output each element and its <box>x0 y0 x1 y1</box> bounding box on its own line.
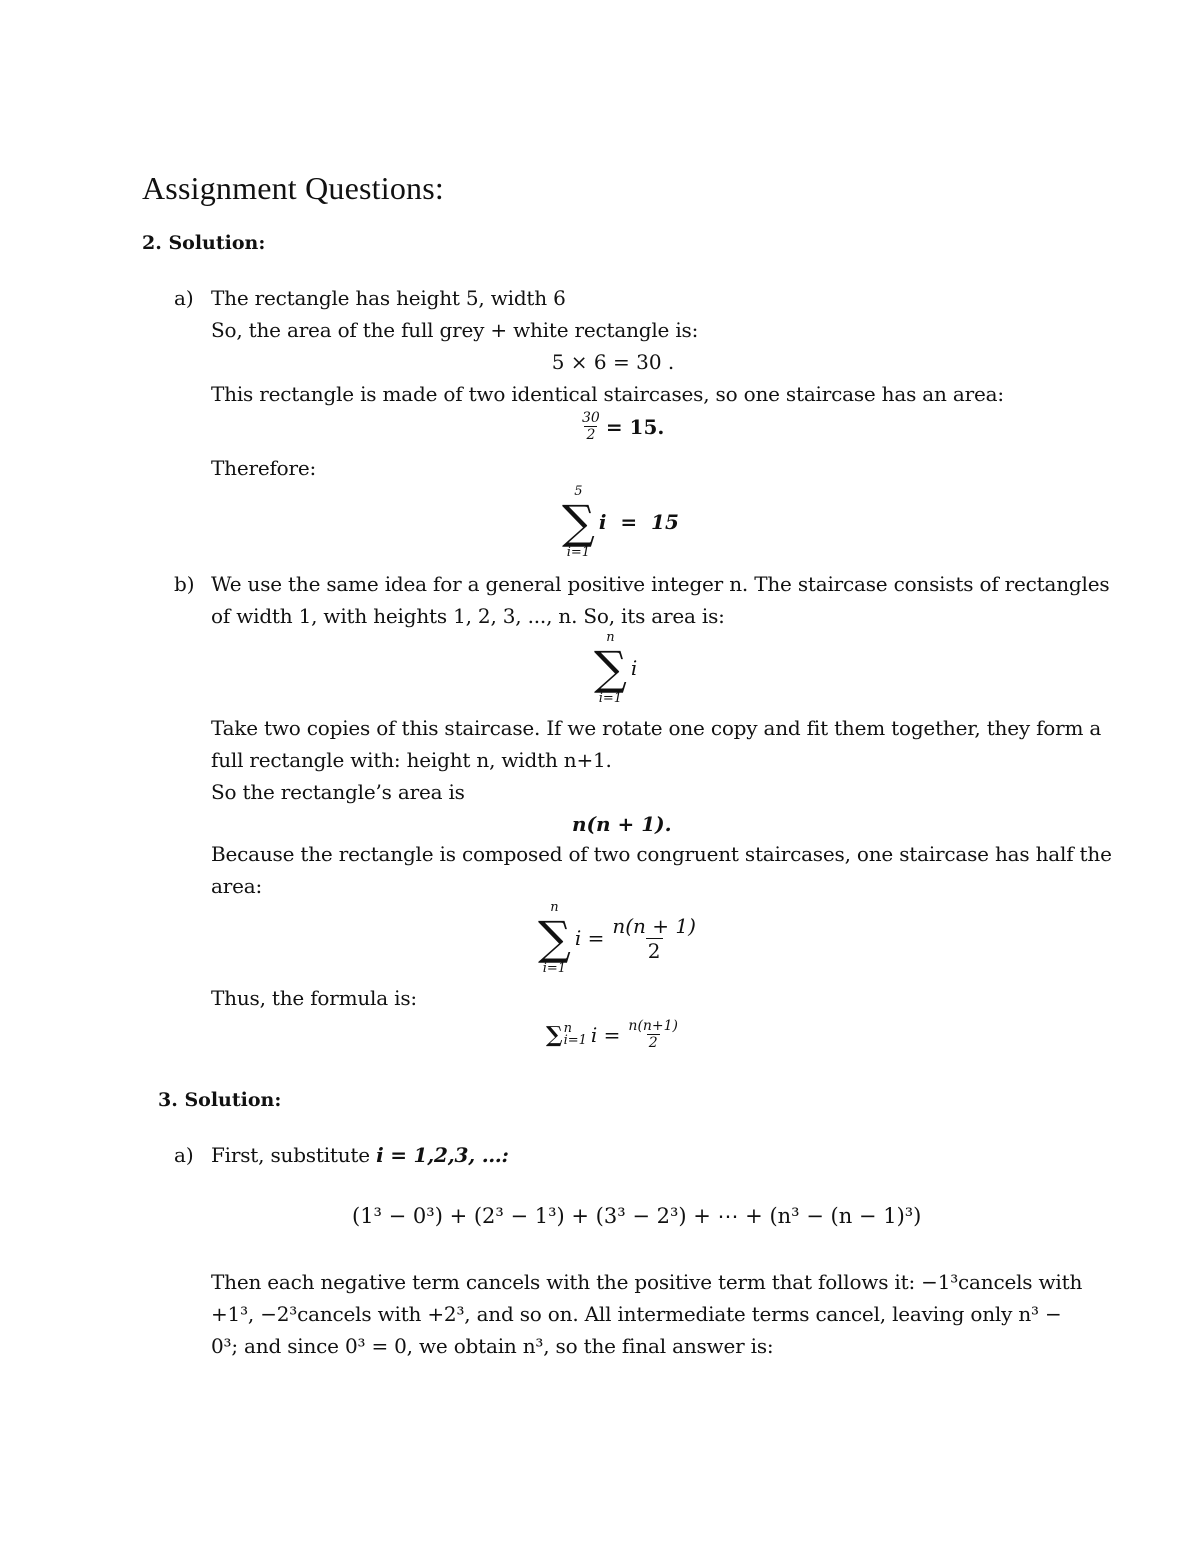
q3a-intro: First, substitute <box>211 1143 370 1167</box>
q2b-formula-upper: n <box>563 1020 572 1036</box>
q3a-intro-math: i = 1,2,3, …: <box>376 1143 509 1167</box>
q2a-sum <box>562 484 679 560</box>
q2b-sum2 <box>538 900 698 976</box>
q3a-telescope: (1³ − 0³) + (2³ − 1³) + (3³ − 2³) + ⋯ + (n³ − (n − 1)³) <box>352 1204 922 1228</box>
q2b-sum2-body: i = <box>574 926 605 950</box>
q2a-sum-upper: 5 <box>574 484 583 499</box>
q2a-eq2 <box>580 410 664 443</box>
q2b-sum1-body: i <box>630 656 638 680</box>
q2b-line3: Take two copies of this staircase. If we rotate one copy and fit them together, they form a <box>211 716 1102 740</box>
q2a-line4: Therefore: <box>211 456 317 480</box>
q2b-line1: We use the same idea for a general positive integer n. The staircase consists of rectangles <box>211 572 1110 596</box>
q2a-eq2-num: 30 <box>582 410 600 426</box>
q2b-sum1 <box>594 630 637 706</box>
q2a-line1: The rectangle has height 5, width 6 <box>211 286 566 310</box>
sigma-icon: ∑ <box>538 911 571 965</box>
q2b-formula-den: 2 <box>648 1035 658 1051</box>
q3-heading: 3. Solution: <box>158 1089 282 1111</box>
q2b-sigma2-block <box>538 900 571 976</box>
q2-heading: 2. Solution: <box>142 232 266 254</box>
q2a-eq2-rest: = 15. <box>605 414 665 439</box>
sigma-icon: ∑ <box>594 641 627 695</box>
q2a-eq2-fraction <box>580 410 602 443</box>
q2b-formula-body: i = <box>590 1022 621 1047</box>
q2a-eq1-text: 5 × 6 = 30 . <box>551 350 675 374</box>
q2b-eq-area: n(n + 1). <box>572 812 672 836</box>
q2b-sum1-lower: i=1 <box>598 691 623 706</box>
q2b-line5: So the rectangle’s area is <box>211 780 465 804</box>
q2b-sum2-fraction <box>610 914 698 963</box>
q2b-line6: Because the rectangle is composed of two congruent staircases, one staircase has half the <box>211 842 1112 866</box>
q2b-sum2-upper: n <box>550 900 559 915</box>
q2b-formula <box>546 1018 680 1051</box>
q2b-formula-limits <box>563 1020 587 1048</box>
page-title: Assignment Questions: <box>142 170 444 206</box>
q2a-line2: So, the area of the full grey + white rectangle is: <box>211 318 699 342</box>
sigma-icon: ∑ <box>562 495 595 549</box>
q2b-line7: area: <box>211 874 262 898</box>
q2b-sigma1-block <box>594 630 627 706</box>
q3a-p1: Then each negative term cancels with the positive term that follows it: −1³cancels with <box>211 1270 1083 1294</box>
q2b-sum2-num: n(n + 1) <box>612 913 696 938</box>
q2b-formula-lower: i=1 <box>563 1032 587 1048</box>
q2a-eq2-den: 2 <box>586 427 596 443</box>
q2b-sum2-den: 2 <box>647 938 661 963</box>
q3a-intro-line <box>211 1139 509 1171</box>
q2b-formula-fraction <box>626 1018 680 1051</box>
q2b-formula-num: n(n+1) <box>628 1018 679 1034</box>
q2a-line3: This rectangle is made of two identical staircases, so one staircase has an area: <box>211 382 1004 406</box>
q2b-line2: of width 1, with heights 1, 2, 3, ..., n. So, its area is: <box>211 604 725 628</box>
q2b-sum1-upper: n <box>606 630 615 645</box>
q2b-line4: full rectangle with: height n, width n+1. <box>211 748 612 772</box>
q2b-sum2-lower: i=1 <box>542 961 567 976</box>
q2a-sigma-block <box>562 484 595 560</box>
q2a-marker: a) <box>174 286 194 310</box>
q2b-formula-sigma: ∑ <box>546 1021 563 1048</box>
q3a-p2: +1³, −2³cancels with +2³, and so on. All intermediate terms cancel, leaving only n³ − <box>211 1302 1062 1326</box>
q3a-p3: 0³; and since 0³ = 0, we obtain n³, so the final answer is: <box>211 1334 774 1358</box>
q2b-marker: b) <box>174 572 195 596</box>
q2b-line8: Thus, the formula is: <box>211 986 417 1010</box>
q3a-marker: a) <box>174 1143 194 1167</box>
q2a-sum-body: i = 15 <box>598 510 679 534</box>
q2a-sum-lower: i=1 <box>566 545 591 560</box>
